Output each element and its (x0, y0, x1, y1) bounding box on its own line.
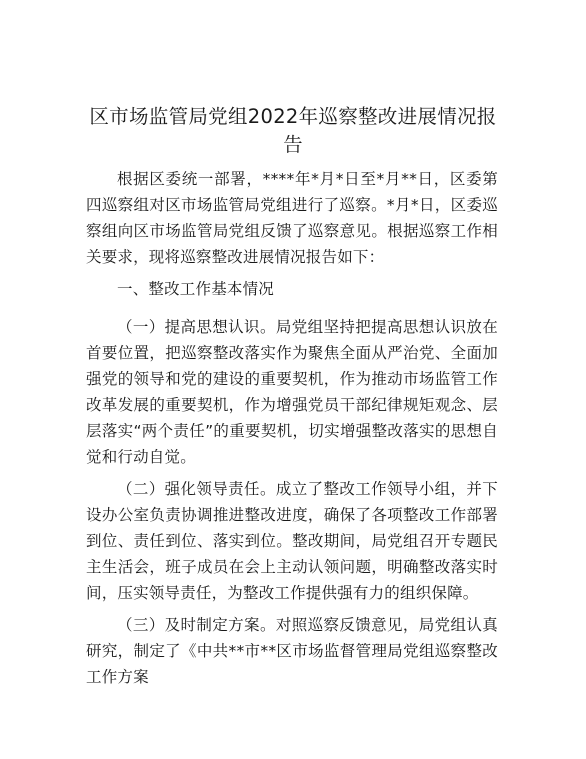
paragraph-leadership-responsibility: （二）强化领导责任。成立了整改工作领导小组，并下设办公室负责协调推进整改进度，确保了各项整改工作部署到位、责任到位、落实到位。整改期间，局党组召开专题民主生活会，班子成员在会上主动认领问题，明确整改落实时间，压实领导责任，为整改工作提供强有力的组织保障。 (86, 480, 498, 602)
document-body (86, 166, 498, 696)
section-heading: 一、整改工作基本情况 (117, 280, 275, 298)
paragraph-raise-awareness: （一）提高思想认识。局党组坚持把提高思想认识放在首要位置，把巡察整改落实作为聚焦全面从严治党、全面加强党的领导和党的建设的重要契机，作为推动市场监管工作改革发展的重要契机，作为增强党员干部纪律规矩观念、层层落实“两个责任”的重要契机，切实增强整改落实的思想自觉和行动自觉。 (86, 318, 498, 466)
intro-paragraph: 根据区委统一部署，****年*月*日至*月**日，区委第四巡察组对区市场监管局党组进行了巡察。*月*日，区委巡察组向区市场监管局党组反馈了巡察意见。根据巡察工作相关要求，现将巡察整改进展情况报告如下： (86, 170, 498, 266)
paragraph-formulate-plan: （三）及时制定方案。对照巡察反馈意见，局党组认真研究，制定了《中共**市**区市场监督管理局党组巡察整改工作方案 (86, 616, 498, 686)
document-title: 区市场监管局党组2022年巡察整改进展情况报告 (89, 105, 497, 156)
